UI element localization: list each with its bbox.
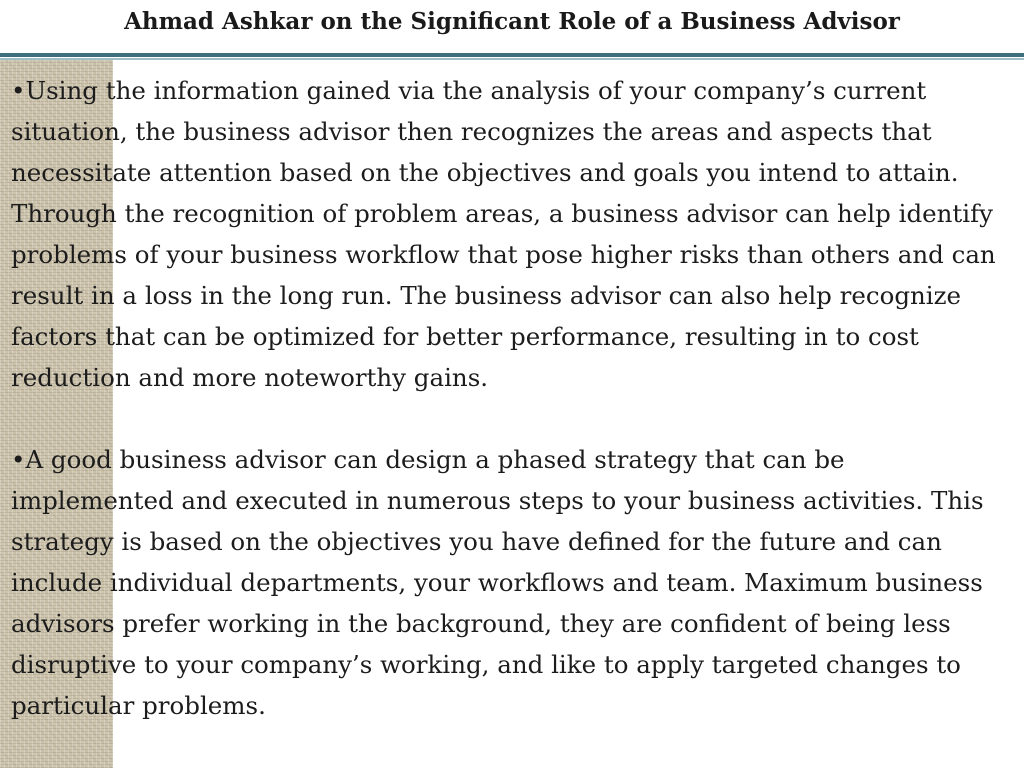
slide-body [11,70,1006,726]
title-divider-secondary [0,58,1024,60]
bullet-paragraph: •A good business advisor can design a phased strategy that can be implemented and executed in numerous steps to your business activities. This strategy is based on the objectives you have defined for the future and can include individual departments, your workflows and team. Maximum business advisors prefer working in the background, they are confident of being less disruptive to your company’s working, and like to apply targeted changes to particular problems. [11,445,984,720]
title-divider [0,53,1024,57]
bullet-paragraph: •Using the information gained via the analysis of your company’s current situation, the business advisor then recognizes the areas and aspects that necessitate attention based on the objectives and goals you intend to attain. Through the recognition of problem areas, a business advisor can help identify problems of your business workflow that pose higher risks than others and can result in a loss in the long run. The business advisor can also help recognize factors that can be optimized for better performance, resulting in to cost reduction and more noteworthy gains. [11,76,996,392]
slide-title: Ahmad Ashkar on the Significant Role of a Business Advisor [124,8,900,35]
